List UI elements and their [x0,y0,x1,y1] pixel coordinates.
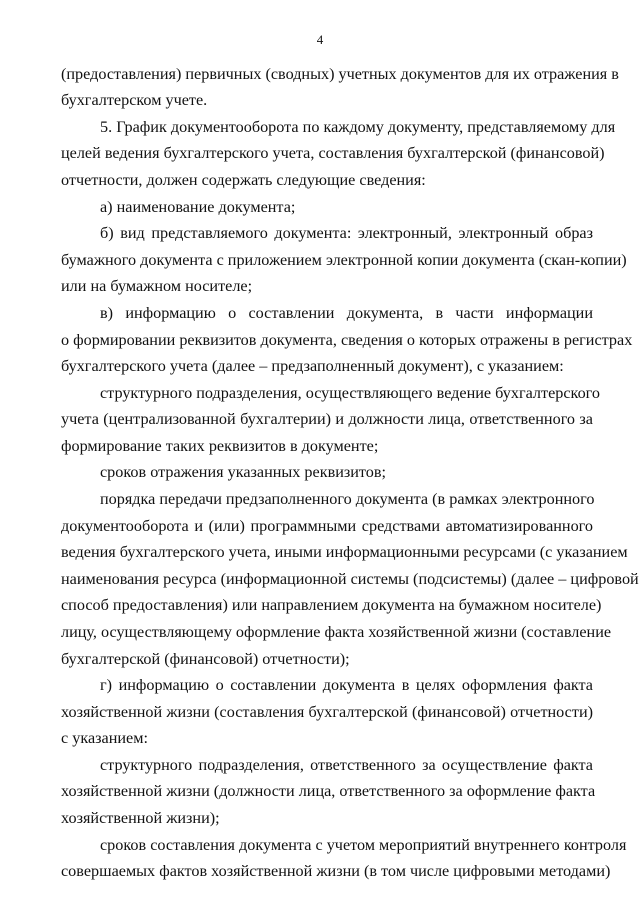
text-line: сроков составления документа с учетом мероприятий внутреннего контроля [100,836,627,854]
text-line: хозяйственной жизни (составления бухгалтерской (финансовой) отчетности) [61,703,593,721]
text-line: о формировании реквизитов документа, сведения о которых отражены в регистрах [61,331,633,349]
text-line: совершаемых фактов хозяйственной жизни (в том числе цифровыми методами) [61,862,611,880]
text-line: структурного подразделения, ответственного за осуществление факта [100,756,593,774]
text-line: (предоставления) первичных (сводных) учетных документов для их отражения в [61,65,619,83]
text-line: документооборота и (или) программными средствами автоматизированного [61,517,593,535]
text-line: целей ведения бухгалтерского учета, составления бухгалтерской (финансовой) [61,144,605,162]
text-line: бухгалтерской (финансовой) отчетности); [61,650,350,668]
text-line: или на бумажном носителе; [61,277,253,295]
text-line: с указанием: [61,729,148,747]
text-line: 5. График документооборота по каждому документу, представляемому для [100,118,616,136]
text-line: сроков отражения указанных реквизитов; [100,463,387,481]
text-line: формирование таких реквизитов в документе; [61,437,379,455]
page-number: 4 [316,32,324,47]
text-line: г) информацию о составлении документа в целях оформления факта [100,676,593,694]
text-line: наименования ресурса (информационной системы (подсистемы) (далее – цифровой [61,570,639,588]
text-line: б) вид представляемого документа: электронный, электронный образ [100,224,593,242]
text-line: в) информацию о составлении документа, в части информации [100,304,593,322]
text-line: порядка передачи предзаполненного документа (в рамках электронного [100,490,595,508]
text-line: отчетности, должен содержать следующие сведения: [61,171,426,189]
text-line: ведения бухгалтерского учета, иными информационными ресурсами (с указанием [61,543,628,561]
text-line: бухгалтерском учете. [61,91,208,109]
text-line: лицу, осуществляющему оформление факта хозяйственной жизни (составление [61,623,612,641]
text-line: хозяйственной жизни); [61,809,220,827]
text-line: учета (централизованной бухгалтерии) и должности лица, ответственного за [61,410,593,428]
text-line: способ предоставления) или направлением документа на бумажном носителе) [61,596,602,614]
text-line: бумажного документа с приложением электронной копии документа (скан-копии) [61,251,627,269]
text-line: бухгалтерского учета (далее – предзаполненный документ), с указанием: [61,357,564,375]
text-line: хозяйственной жизни (должности лица, ответственного за оформление факта [61,782,596,800]
text-line: а) наименование документа; [100,198,296,216]
text-line: структурного подразделения, осуществляющего ведение бухгалтерского [100,384,601,402]
